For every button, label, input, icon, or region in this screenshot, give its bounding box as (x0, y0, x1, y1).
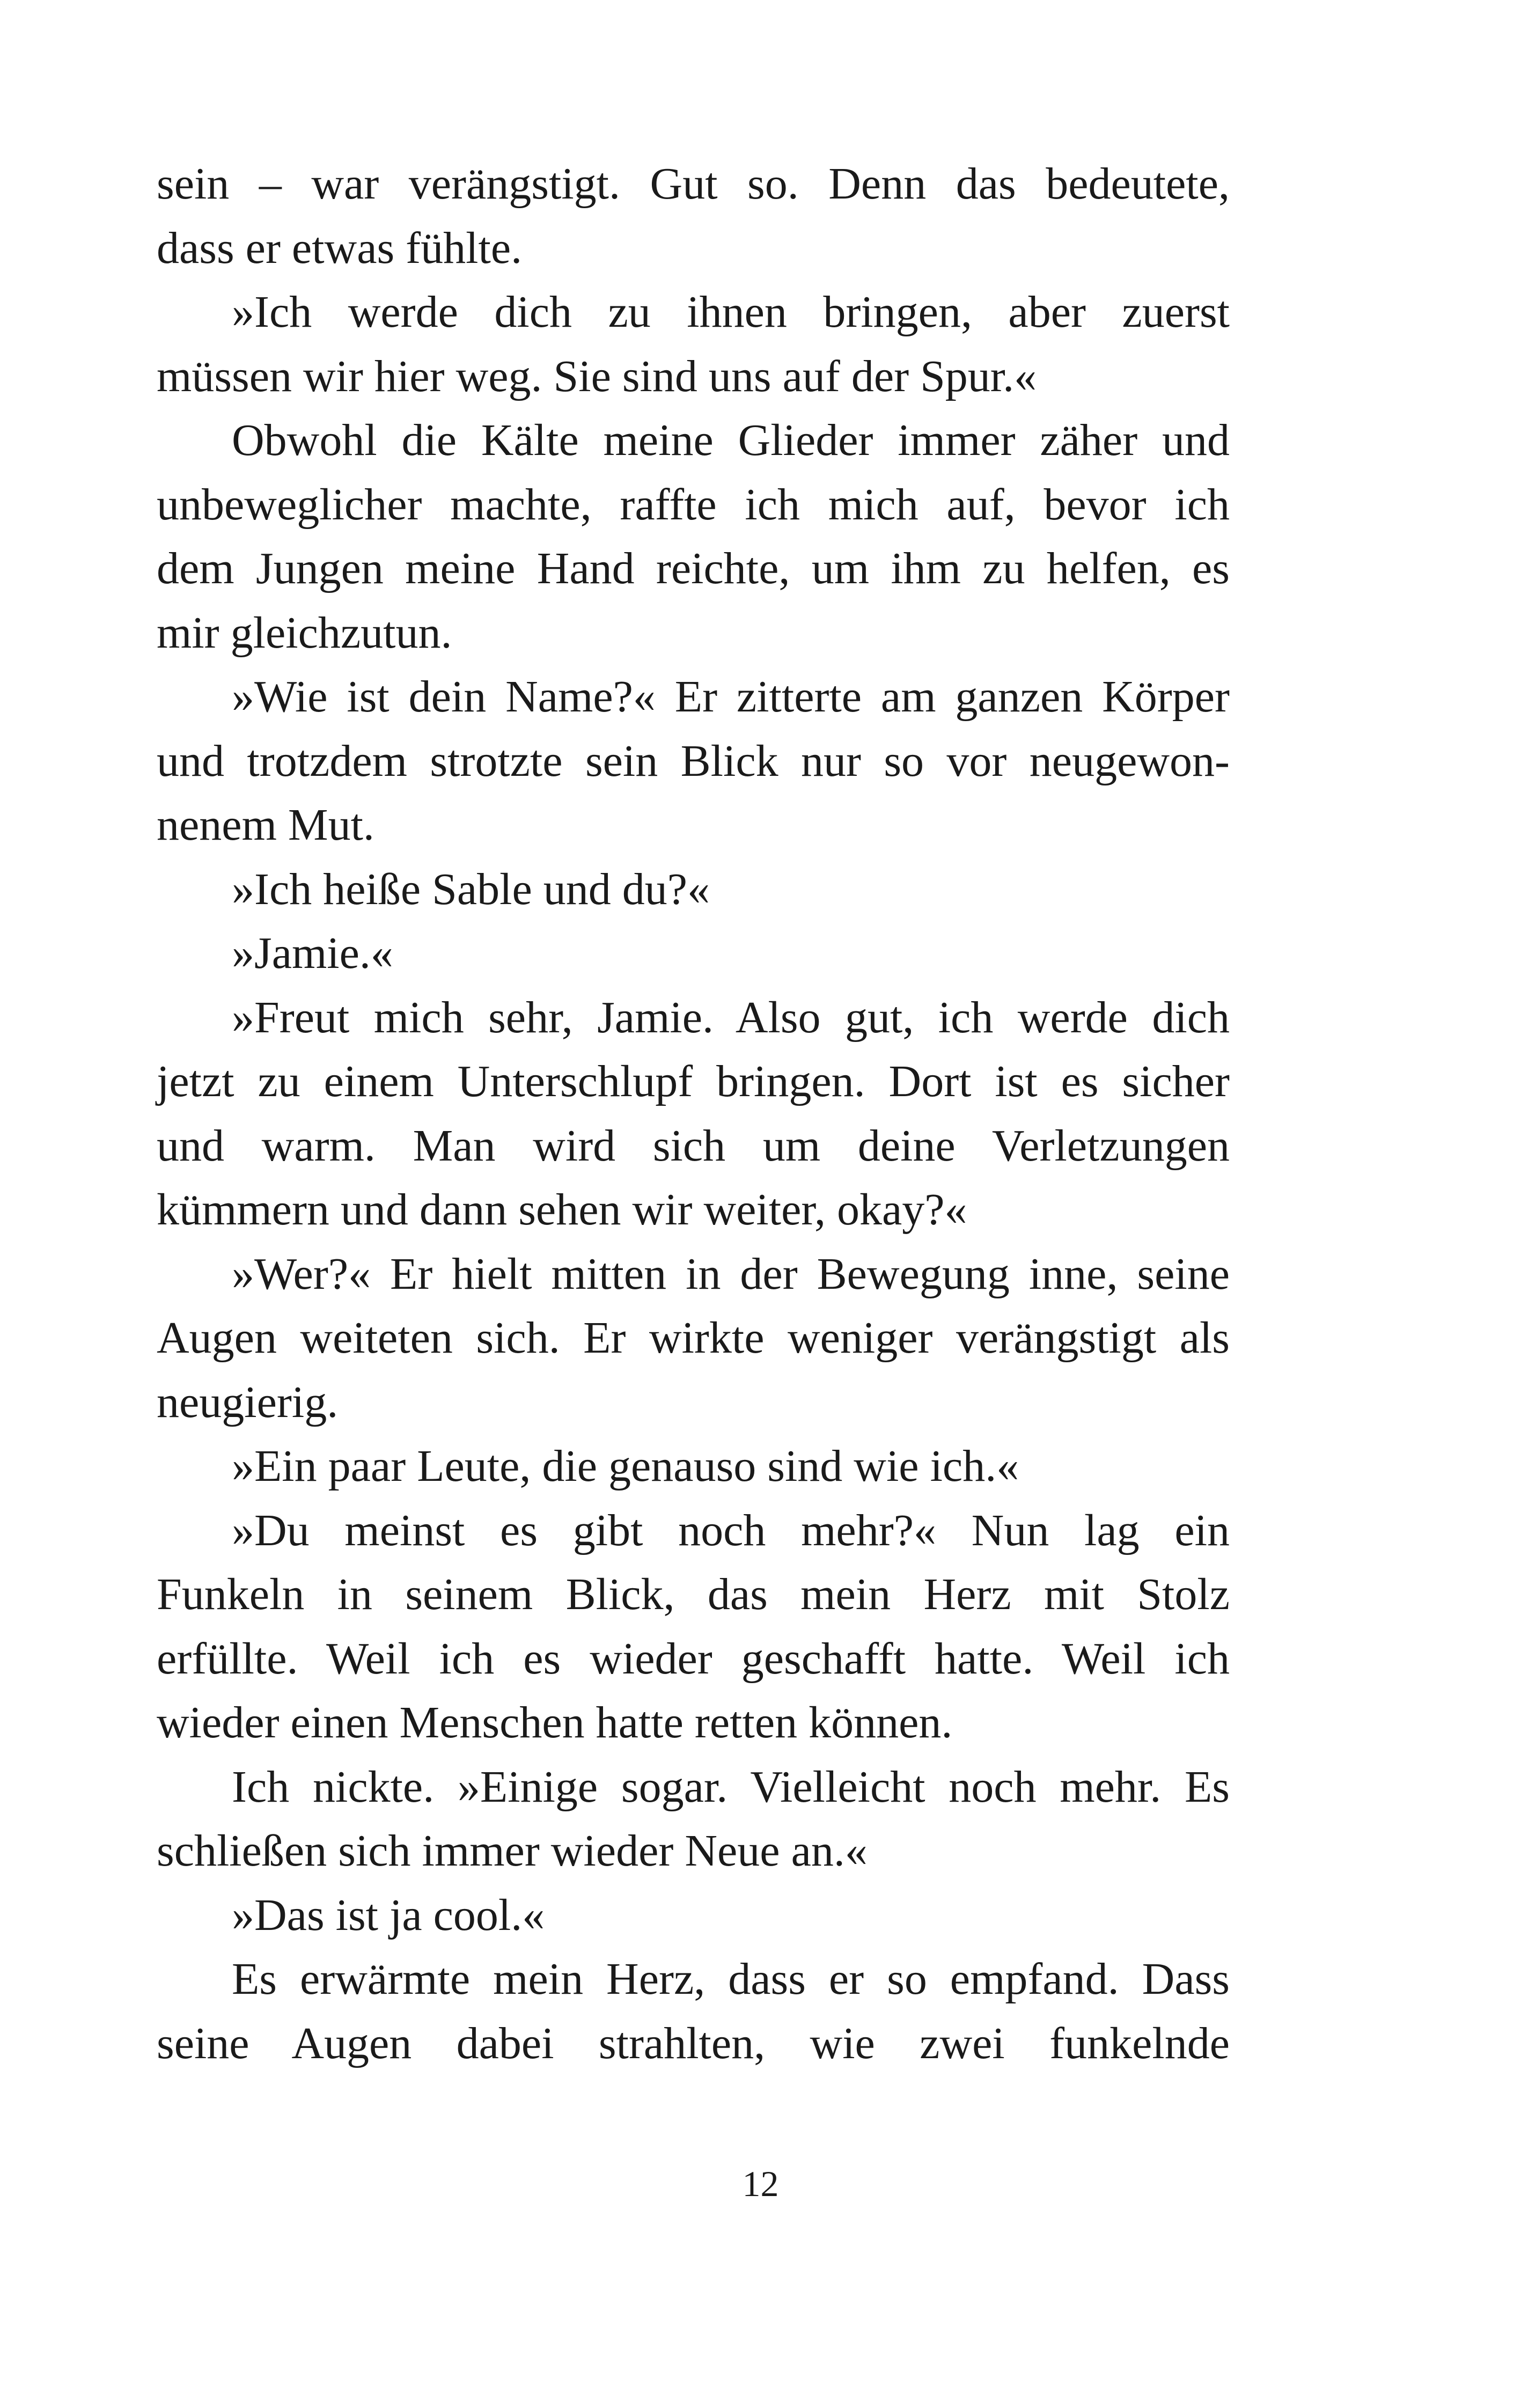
text-line: unbeweglicher machte, raffte ich mich auf, bevor ich (157, 479, 1230, 530)
text-line: »Wie ist dein Name?« Er zitterte am ganzen Körper (232, 672, 1230, 722)
text-line: müssen wir hier weg. Sie sind uns auf der Spur.« (157, 351, 1037, 401)
text-line: »Du meinst es gibt noch mehr?« Nun lag ein (232, 1505, 1230, 1555)
text-line: nenem Mut. (157, 800, 374, 850)
text-line: »Ich werde dich zu ihnen bringen, aber zuerst (232, 287, 1230, 337)
text-line: »Ein paar Leute, die genauso sind wie ich.« (232, 1441, 1019, 1491)
text-line: mir gleichzutun. (157, 607, 452, 658)
text-line: »Jamie.« (232, 928, 393, 978)
text-line: neugierig. (157, 1377, 339, 1427)
text-line: »Wer?« Er hielt mitten in der Bewegung inne, seine (232, 1249, 1230, 1299)
text-line: Ich nickte. »Einige sogar. Vielleicht noch mehr. Es (232, 1761, 1230, 1812)
text-line: Obwohl die Kälte meine Glieder immer zäher und (232, 415, 1230, 465)
text-line: wieder einen Menschen hatte retten können. (157, 1698, 953, 1748)
text-line: dem Jungen meine Hand reichte, um ihm zu helfen, es (157, 544, 1230, 593)
text-line: Funkeln in seinem Blick, das mein Herz mit Stolz (157, 1569, 1230, 1619)
text-line: sein – war verängstigt. Gut so. Denn das bedeutete, (157, 159, 1230, 209)
text-line: seine Augen dabei strahlten, wie zwei funkelnde (157, 2018, 1230, 2068)
text-line: »Das ist ja cool.« (232, 1890, 545, 1940)
text-line: Augen weiteten sich. Er wirkte weniger verängstigt als (157, 1313, 1230, 1363)
text-line: »Ich heiße Sable und du?« (232, 864, 710, 914)
text-line: und warm. Man wird sich um deine Verletzungen (157, 1120, 1230, 1171)
text-line: »Freut mich sehr, Jamie. Also gut, ich werde dich (232, 992, 1230, 1043)
text-line: Es erwärmte mein Herz, dass er so empfand. Dass (232, 1954, 1230, 2004)
text-line: jetzt zu einem Unterschlupf bringen. Dort ist es sicher (157, 1056, 1230, 1106)
text-line: kümmern und dann sehen wir weiter, okay?« (157, 1185, 967, 1235)
text-line: und trotzdem strotzte sein Blick nur so vor neugewon- (157, 736, 1230, 786)
text-line: dass er etwas fühlte. (157, 223, 523, 273)
body-text (157, 152, 1230, 2075)
page-number: 12 (742, 2163, 779, 2204)
text-line: erfüllte. Weil ich es wieder geschafft hatte. Weil ich (157, 1633, 1230, 1684)
text-line: schließen sich immer wieder Neue an.« (157, 1826, 868, 1876)
